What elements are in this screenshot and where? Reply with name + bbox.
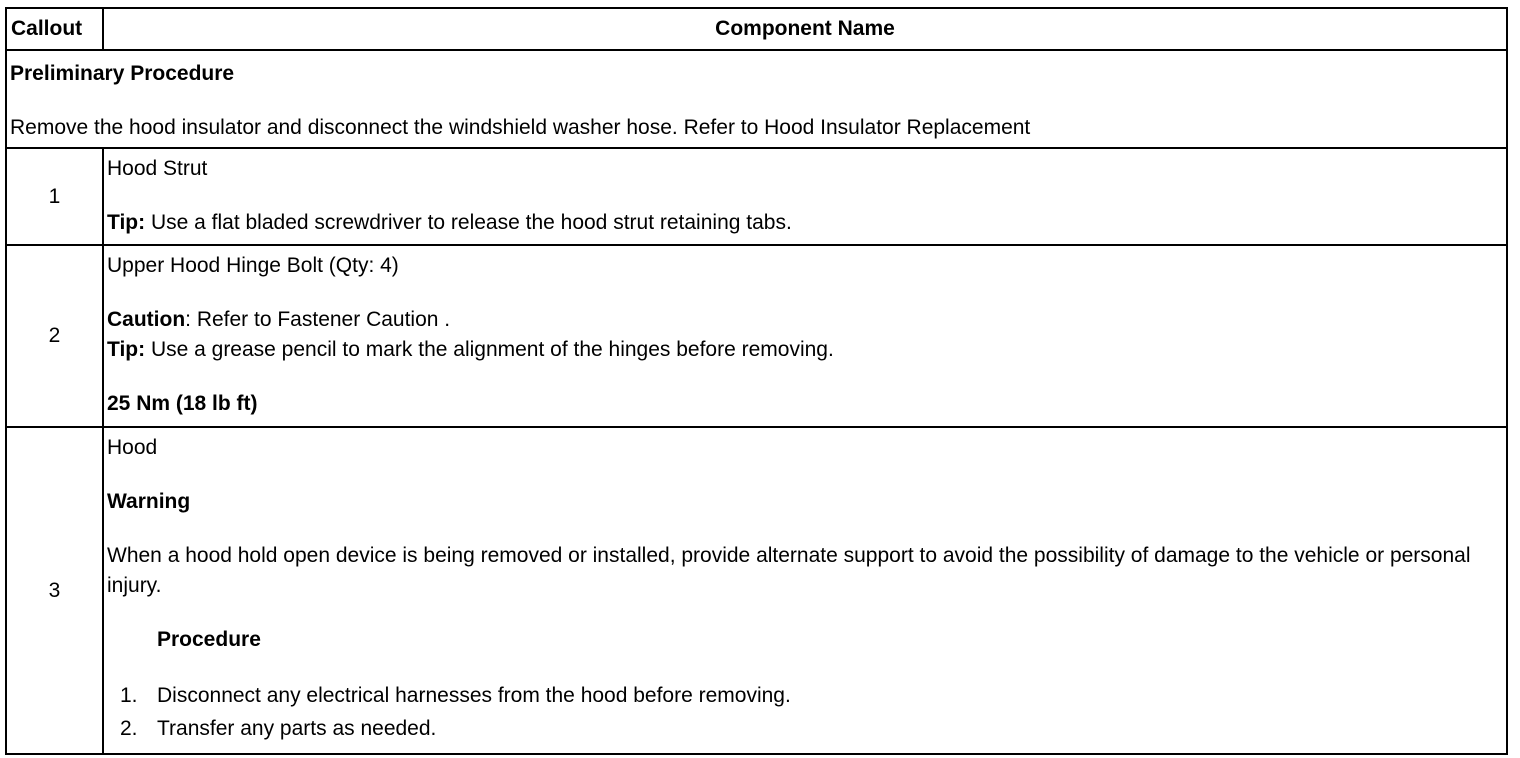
torque-spec: 25 Nm (18 lb ft) (107, 392, 258, 415)
step-number: 2. (120, 717, 138, 740)
step-text: Transfer any parts as needed. (157, 717, 437, 740)
preliminary-procedure-row (6, 50, 1507, 148)
component-name: Upper Hood Hinge Bolt (Qty: 4) (107, 254, 399, 277)
table-row (6, 427, 1507, 754)
preliminary-procedure-cell (6, 50, 1507, 148)
component-cell (103, 245, 1507, 427)
procedure-title: Procedure (157, 628, 261, 651)
tip-note (104, 208, 1506, 238)
warning-label: Warning (107, 490, 191, 513)
component-cell (103, 427, 1507, 754)
table-header-row (6, 8, 1507, 50)
component-name-column-header: Component Name (103, 8, 1507, 50)
procedure-document (5, 7, 1508, 755)
caution-text: : Refer to Fastener Caution . (185, 308, 451, 331)
table-row (6, 245, 1507, 427)
tip-note (104, 335, 1506, 365)
caution-note (104, 305, 1506, 335)
warning-text: When a hood hold open device is being removed or installed, provide alternate support to avoid the possibility of damage to the vehicle or personal injury. (107, 544, 1471, 597)
component-table (5, 7, 1508, 755)
preliminary-procedure-title: Preliminary Procedure (10, 62, 235, 85)
preliminary-procedure-text: Remove the hood insulator and disconnect the windshield washer hose. Refer to Hood Insulator Replacement (10, 116, 1031, 139)
callout-column-header: Callout (6, 8, 103, 50)
tip-label: Tip: (107, 211, 146, 234)
component-name: Hood (107, 436, 158, 459)
callout-number: 2 (6, 245, 103, 427)
tip-text: Use a flat bladed screwdriver to release the hood strut retaining tabs. (145, 211, 792, 234)
caution-label: Caution (107, 308, 186, 331)
tip-label: Tip: (107, 338, 146, 361)
component-cell (103, 148, 1507, 245)
list-item (104, 712, 1506, 745)
procedure-steps (104, 679, 1506, 745)
step-text: Disconnect any electrical harnesses from the hood before removing. (157, 684, 791, 707)
callout-number: 1 (6, 148, 103, 245)
tip-text: Use a grease pencil to mark the alignment of the hinges before removing. (145, 338, 834, 361)
step-number: 1. (120, 684, 138, 707)
component-name: Hood Strut (107, 157, 208, 180)
callout-number: 3 (6, 427, 103, 754)
table-row (6, 148, 1507, 245)
list-item (104, 679, 1506, 712)
